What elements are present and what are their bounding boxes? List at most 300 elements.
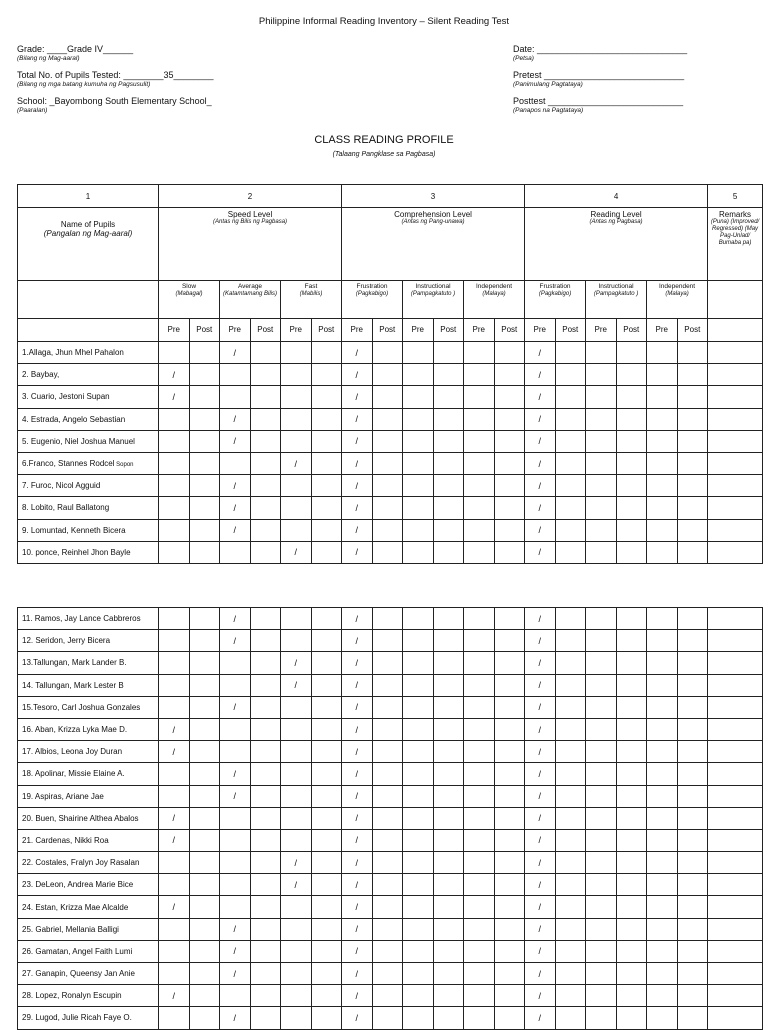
pretest-field: Pretest ____________________________ (Panimulang Pagtataya) (513, 70, 685, 88)
mark-cell (677, 1007, 708, 1029)
date-field: Date: ______________________________ (Petsa) (513, 44, 688, 62)
pre-header: Pre (525, 319, 556, 342)
remarks-cell (708, 386, 763, 408)
check-mark: / (355, 946, 358, 957)
check-mark: / (538, 924, 541, 935)
check-mark: / (233, 968, 236, 979)
remarks-cell (708, 519, 763, 541)
mark-cell (372, 940, 403, 962)
mark-cell (647, 852, 678, 874)
mark-cell (250, 940, 281, 962)
check-mark: / (538, 746, 541, 757)
mark-cell (220, 430, 251, 452)
pupil-row (18, 696, 763, 718)
mark-cell (281, 475, 312, 497)
mark-cell (372, 874, 403, 896)
mark-cell (281, 452, 312, 474)
pupil-row (18, 741, 763, 763)
mark-cell (525, 1007, 556, 1029)
mark-cell (494, 963, 525, 985)
check-mark: / (233, 347, 236, 358)
mark-cell (464, 718, 495, 740)
mark-cell (311, 785, 342, 807)
mark-cell (677, 430, 708, 452)
mark-cell (586, 408, 617, 430)
pupil-name: 6.Franco, Stannes Rodcel Sopon (18, 452, 159, 474)
pre-header: Pre (586, 319, 617, 342)
mark-cell (372, 497, 403, 519)
mark-cell (677, 829, 708, 851)
mark-cell (525, 918, 556, 940)
mark-cell (311, 408, 342, 430)
mark-cell (281, 408, 312, 430)
mark-cell (281, 940, 312, 962)
total-pupils-field: Total No. of Pupils Tested: ________35________ (Bilang ng mga batang kumuha ng Pagsusulit) (17, 70, 214, 88)
mark-cell (189, 408, 220, 430)
pupil-name: 23. DeLeon, Andrea Marie Bice (18, 874, 159, 896)
check-mark: / (172, 902, 175, 913)
mark-cell (281, 985, 312, 1007)
mark-cell (311, 696, 342, 718)
mark-cell (281, 718, 312, 740)
remarks-cell (708, 1007, 763, 1029)
mark-cell (311, 829, 342, 851)
check-mark: / (538, 990, 541, 1001)
mark-cell (616, 386, 647, 408)
pupil-name: 17. Albios, Leona Joy Duran (18, 741, 159, 763)
check-mark: / (172, 369, 175, 380)
mark-cell (159, 630, 190, 652)
mark-cell (250, 452, 281, 474)
remarks-cell (708, 696, 763, 718)
mark-cell (555, 674, 586, 696)
name-subheader-blank (18, 281, 159, 319)
mark-cell (677, 497, 708, 519)
check-mark: / (538, 902, 541, 913)
mark-cell (159, 408, 190, 430)
mark-cell (250, 874, 281, 896)
mark-cell (525, 386, 556, 408)
check-mark: / (355, 768, 358, 779)
remarks-cell (708, 829, 763, 851)
mark-cell (281, 364, 312, 386)
mark-cell (372, 452, 403, 474)
mark-cell (372, 1007, 403, 1029)
mark-cell (220, 852, 251, 874)
mark-cell (342, 940, 373, 962)
mark-cell (616, 896, 647, 918)
mark-cell (647, 430, 678, 452)
mark-cell (220, 652, 251, 674)
pre-header: Pre (647, 319, 678, 342)
mark-cell (494, 386, 525, 408)
check-mark: / (538, 879, 541, 890)
mark-cell (372, 696, 403, 718)
mark-cell (372, 519, 403, 541)
pupil-name: 18. Apolinar, Missie Elaine A. (18, 763, 159, 785)
mark-cell (189, 497, 220, 519)
mark-cell (220, 608, 251, 630)
mark-cell (647, 364, 678, 386)
check-mark: / (538, 946, 541, 957)
mark-cell (281, 497, 312, 519)
check-mark: / (233, 1012, 236, 1023)
mark-cell (159, 475, 190, 497)
check-mark: / (355, 680, 358, 691)
mark-cell (159, 963, 190, 985)
mark-cell (525, 342, 556, 364)
check-mark: / (233, 924, 236, 935)
mark-cell (281, 741, 312, 763)
mark-cell (250, 541, 281, 563)
mark-cell (342, 497, 373, 519)
mark-cell (372, 386, 403, 408)
mark-cell (677, 696, 708, 718)
check-mark: / (355, 657, 358, 668)
mark-cell (586, 940, 617, 962)
mark-cell (464, 963, 495, 985)
pupil-name: 16. Aban, Krizza Lyka Mae D. (18, 718, 159, 740)
mark-cell (311, 674, 342, 696)
mark-cell (250, 696, 281, 718)
mark-cell (464, 408, 495, 430)
mark-cell (342, 541, 373, 563)
mark-cell (525, 652, 556, 674)
mark-cell (311, 741, 342, 763)
mark-cell (494, 475, 525, 497)
mark-cell (311, 497, 342, 519)
mark-cell (189, 852, 220, 874)
mark-cell (281, 807, 312, 829)
mark-cell (250, 829, 281, 851)
mark-cell (494, 741, 525, 763)
mark-cell (189, 985, 220, 1007)
remarks-cell (708, 763, 763, 785)
mark-cell (647, 541, 678, 563)
pupil-row (18, 807, 763, 829)
mark-cell (433, 985, 464, 1007)
mark-cell (677, 741, 708, 763)
mark-cell (433, 696, 464, 718)
profile-title: CLASS READING PROFILE (314, 134, 454, 146)
mark-cell (555, 497, 586, 519)
pupil-name: 11. Ramos, Jay Lance Cabbreros (18, 608, 159, 630)
mark-cell (586, 452, 617, 474)
mark-cell (433, 674, 464, 696)
post-header: Post (189, 319, 220, 342)
mark-cell (647, 475, 678, 497)
pupil-row (18, 674, 763, 696)
mark-cell (189, 763, 220, 785)
mark-cell (647, 1007, 678, 1029)
mark-cell (220, 718, 251, 740)
pupil-row (18, 940, 763, 962)
mark-cell (616, 763, 647, 785)
mark-cell (311, 519, 342, 541)
check-mark: / (538, 547, 542, 558)
mark-cell (403, 342, 434, 364)
mark-cell (189, 1007, 220, 1029)
pupil-row (18, 630, 763, 652)
check-mark: / (294, 458, 297, 469)
mark-cell (525, 408, 556, 430)
mark-cell (311, 386, 342, 408)
mark-cell (403, 630, 434, 652)
mark-cell (403, 1007, 434, 1029)
mark-cell (616, 874, 647, 896)
mark-cell (616, 364, 647, 386)
mark-cell (433, 541, 464, 563)
mark-cell (342, 519, 373, 541)
mark-cell (372, 408, 403, 430)
mark-cell (342, 852, 373, 874)
mark-cell (311, 1007, 342, 1029)
mark-cell (555, 364, 586, 386)
remarks-cell (708, 497, 763, 519)
mark-cell (586, 874, 617, 896)
remarks-cell (708, 452, 763, 474)
col-number-4: 4 (525, 185, 708, 208)
pupil-row (18, 408, 763, 430)
mark-cell (433, 807, 464, 829)
mark-cell (586, 852, 617, 874)
mark-cell (555, 896, 586, 918)
check-mark: / (355, 1012, 358, 1023)
mark-cell (555, 1007, 586, 1029)
mark-cell (372, 985, 403, 1007)
mark-cell (677, 963, 708, 985)
mark-cell (342, 696, 373, 718)
mark-cell (616, 807, 647, 829)
mark-cell (677, 896, 708, 918)
pupil-name: 15.Tesoro, Carl Joshua Gonzales (18, 696, 159, 718)
frustration-subheader: Frustration (Pagkabigo) (525, 281, 586, 319)
check-mark: / (355, 480, 359, 491)
pupil-row (18, 652, 763, 674)
mark-cell (189, 896, 220, 918)
remarks-cell (708, 342, 763, 364)
mark-cell (555, 630, 586, 652)
mark-cell (525, 696, 556, 718)
check-mark: / (355, 458, 359, 469)
mark-cell (403, 696, 434, 718)
mark-cell (250, 896, 281, 918)
mark-cell (616, 630, 647, 652)
mark-cell (250, 475, 281, 497)
mark-cell (525, 718, 556, 740)
mark-cell (677, 452, 708, 474)
mark-cell (342, 430, 373, 452)
mark-cell (342, 652, 373, 674)
mark-cell (189, 785, 220, 807)
mark-cell (281, 541, 312, 563)
mark-cell (616, 963, 647, 985)
check-mark: / (294, 680, 297, 691)
check-mark: / (233, 702, 236, 713)
check-mark: / (538, 480, 542, 491)
mark-cell (494, 364, 525, 386)
mark-cell (494, 918, 525, 940)
reading-profile-table-2 (17, 607, 763, 1030)
pupil-row (18, 1007, 763, 1029)
mark-cell (159, 785, 190, 807)
mark-cell (342, 896, 373, 918)
mark-cell (403, 718, 434, 740)
check-mark: / (355, 746, 358, 757)
pupil-name: 5. Eugenio, Niel Joshua Manuel (18, 430, 159, 452)
mark-cell (464, 763, 495, 785)
check-mark: / (294, 657, 297, 668)
mark-cell (555, 430, 586, 452)
pupil-row (18, 364, 763, 386)
check-mark: / (538, 702, 541, 713)
reading-level-header: Reading Level (Antas ng Pagbasa) (525, 208, 708, 281)
remarks-cell (708, 718, 763, 740)
check-mark: / (355, 813, 358, 824)
pupil-name: 12. Seridon, Jerry Bicera (18, 630, 159, 652)
mark-cell (433, 963, 464, 985)
mark-cell (555, 785, 586, 807)
mark-cell (250, 985, 281, 1007)
mark-cell (464, 430, 495, 452)
mark-cell (220, 918, 251, 940)
mark-cell (677, 674, 708, 696)
mark-cell (189, 696, 220, 718)
mark-cell (311, 652, 342, 674)
check-mark: / (233, 635, 236, 646)
remarks-cell (708, 364, 763, 386)
pupil-row (18, 785, 763, 807)
mark-cell (250, 674, 281, 696)
mark-cell (586, 963, 617, 985)
mark-cell (372, 630, 403, 652)
mark-cell (464, 852, 495, 874)
mark-cell (464, 940, 495, 962)
mark-cell (372, 342, 403, 364)
school-field: School: _Bayombong South Elementary School_ (Paaralan) (17, 96, 212, 114)
mark-cell (220, 763, 251, 785)
post-header: Post (677, 319, 708, 342)
check-mark: / (538, 835, 541, 846)
mark-cell (250, 852, 281, 874)
check-mark: / (538, 657, 541, 668)
mark-cell (159, 696, 190, 718)
mark-cell (342, 763, 373, 785)
mark-cell (159, 342, 190, 364)
mark-cell (586, 652, 617, 674)
posttest-field: Posttest ___________________________ (Panapos na Pagtataya) (513, 96, 684, 114)
check-mark: / (233, 768, 236, 779)
mark-cell (372, 741, 403, 763)
mark-cell (281, 852, 312, 874)
mark-cell (189, 342, 220, 364)
mark-cell (159, 652, 190, 674)
mark-cell (647, 807, 678, 829)
mark-cell (281, 630, 312, 652)
mark-cell (250, 1007, 281, 1029)
mark-cell (677, 940, 708, 962)
mark-cell (494, 342, 525, 364)
check-mark: / (538, 968, 541, 979)
mark-cell (525, 452, 556, 474)
mark-cell (525, 874, 556, 896)
mark-cell (586, 829, 617, 851)
mark-cell (677, 985, 708, 1007)
mark-cell (403, 541, 434, 563)
mark-cell (555, 807, 586, 829)
mark-cell (159, 541, 190, 563)
mark-cell (311, 896, 342, 918)
mark-cell (311, 541, 342, 563)
mark-cell (189, 608, 220, 630)
mark-cell (342, 741, 373, 763)
mark-cell (525, 896, 556, 918)
mark-cell (677, 541, 708, 563)
mark-cell (494, 763, 525, 785)
mark-cell (647, 652, 678, 674)
mark-cell (311, 364, 342, 386)
pupil-name: 25. Gabriel, Mellania Balligi (18, 918, 159, 940)
check-mark: / (538, 525, 542, 536)
check-mark: / (538, 391, 542, 402)
post-header: Post (494, 319, 525, 342)
mark-cell (189, 541, 220, 563)
mark-cell (677, 519, 708, 541)
independent-subheader: Independent (Malaya) (647, 281, 708, 319)
remarks-cell (708, 408, 763, 430)
mark-cell (647, 497, 678, 519)
mark-cell (525, 430, 556, 452)
mark-cell (403, 519, 434, 541)
mark-cell (281, 342, 312, 364)
check-mark: / (355, 414, 359, 425)
mark-cell (220, 807, 251, 829)
pupil-name: 28. Lopez, Ronalyn Escupin (18, 985, 159, 1007)
post-header: Post (311, 319, 342, 342)
mark-cell (647, 963, 678, 985)
pupil-name: 1.Allaga, Jhun Mhel Pahalon (18, 342, 159, 364)
mark-cell (677, 386, 708, 408)
mark-cell (616, 475, 647, 497)
mark-cell (403, 963, 434, 985)
mark-cell (403, 807, 434, 829)
mark-cell (403, 785, 434, 807)
mark-cell (586, 519, 617, 541)
pupil-row (18, 519, 763, 541)
mark-cell (647, 674, 678, 696)
mark-cell (586, 807, 617, 829)
independent-subheader: Independent (Malaya) (464, 281, 525, 319)
mark-cell (372, 785, 403, 807)
remarks-cell (708, 985, 763, 1007)
mark-cell (647, 630, 678, 652)
mark-cell (647, 785, 678, 807)
mark-cell (555, 763, 586, 785)
pre-header: Pre (159, 319, 190, 342)
mark-cell (250, 408, 281, 430)
mark-cell (220, 408, 251, 430)
remarks-cell (708, 475, 763, 497)
remarks-cell (708, 674, 763, 696)
mark-cell (189, 963, 220, 985)
check-mark: / (233, 946, 236, 957)
pupil-name: 14. Tallungan, Mark Lester B (18, 674, 159, 696)
mark-cell (220, 452, 251, 474)
mark-cell (525, 541, 556, 563)
mark-cell (494, 940, 525, 962)
mark-cell (403, 652, 434, 674)
mark-cell (342, 342, 373, 364)
